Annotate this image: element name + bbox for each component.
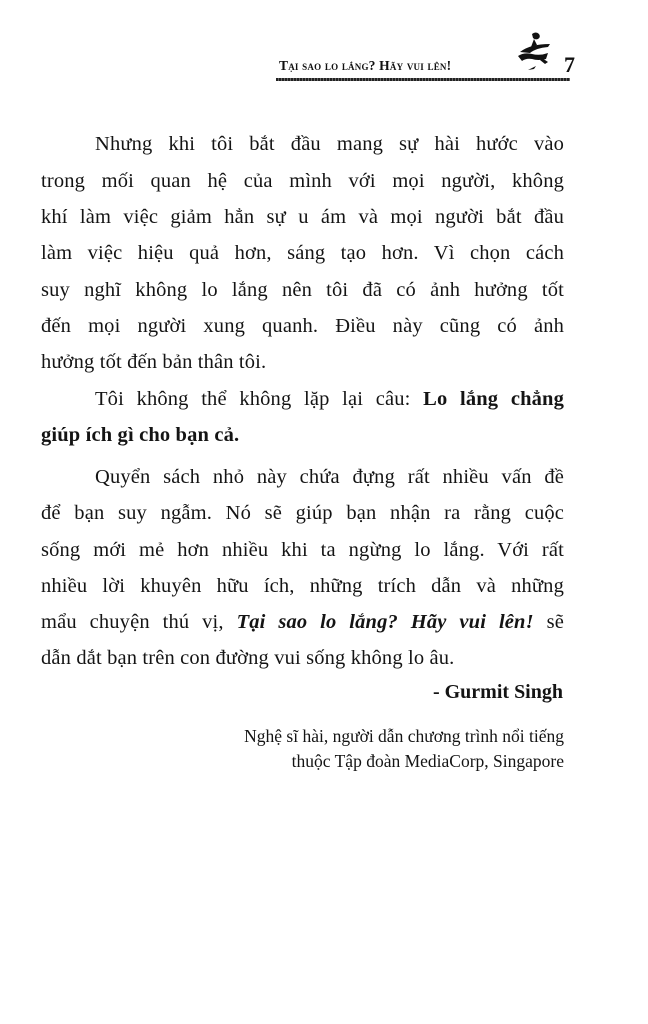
- text-line: nhiều lời khuyên hữu ích, những trích dẫn và những: [41, 575, 564, 597]
- book-title-emphasis: Tại sao lo lắng? Hãy vui lên!: [236, 611, 534, 633]
- header-rule: [276, 78, 570, 81]
- author-caption-line-1: Nghệ sĩ hài, người dẫn chương trình nổi tiếng: [244, 726, 564, 746]
- text-line: khí làm việc giảm hẳn sự u ám và mọi người bắt đầu: [41, 206, 564, 228]
- running-figure-ornament-icon: [512, 30, 556, 76]
- text-span: Tôi không thể không lặp lại câu:: [95, 388, 424, 410]
- text-line: [41, 609, 564, 635]
- running-title: Tại sao lo lắng? Hãy vui lên!: [279, 58, 452, 73]
- emphasis-text: giúp ích gì cho bạn cả.: [41, 424, 240, 446]
- emphasis-text: Lo lắng chẳng: [423, 388, 565, 410]
- running-header: [276, 42, 586, 86]
- text-line: dẫn dắt bạn trên con đường vui sống không lo âu.: [41, 647, 455, 669]
- text-line: để bạn suy ngẫm. Nó sẽ giúp bạn nhận ra rằng cuộc: [41, 502, 564, 524]
- text-line: hưởng tốt đến bản thân tôi.: [41, 351, 267, 373]
- text-span: sẽ: [533, 611, 564, 633]
- text-line: suy nghĩ không lo lắng nên tôi đã có ảnh hưởng tốt: [41, 279, 564, 301]
- text-line: trong mối quan hệ của mình với mọi người, không: [41, 170, 564, 192]
- author-caption-line-2: thuộc Tập đoàn MediaCorp, Singapore: [291, 751, 564, 771]
- author-signature: - Gurmit Singh: [432, 681, 563, 703]
- text-line: Nhưng khi tôi bắt đầu mang sự hài hước vào: [95, 133, 564, 155]
- text-line: [95, 386, 564, 412]
- text-span: mẩu chuyện thú vị,: [41, 611, 237, 633]
- text-line: làm việc hiệu quả hơn, sáng tạo hơn. Vì chọn cách: [41, 242, 564, 264]
- text-line: [41, 422, 564, 448]
- text-line: sống mới mẻ hơn nhiều khi ta ngừng lo lắng. Với rất: [41, 539, 564, 561]
- page-number: 7: [564, 52, 575, 77]
- text-line: đến mọi người xung quanh. Điều này cũng có ảnh: [41, 315, 564, 337]
- text-line: Quyển sách nhỏ này chứa đựng rất nhiều vấn đề: [95, 466, 564, 488]
